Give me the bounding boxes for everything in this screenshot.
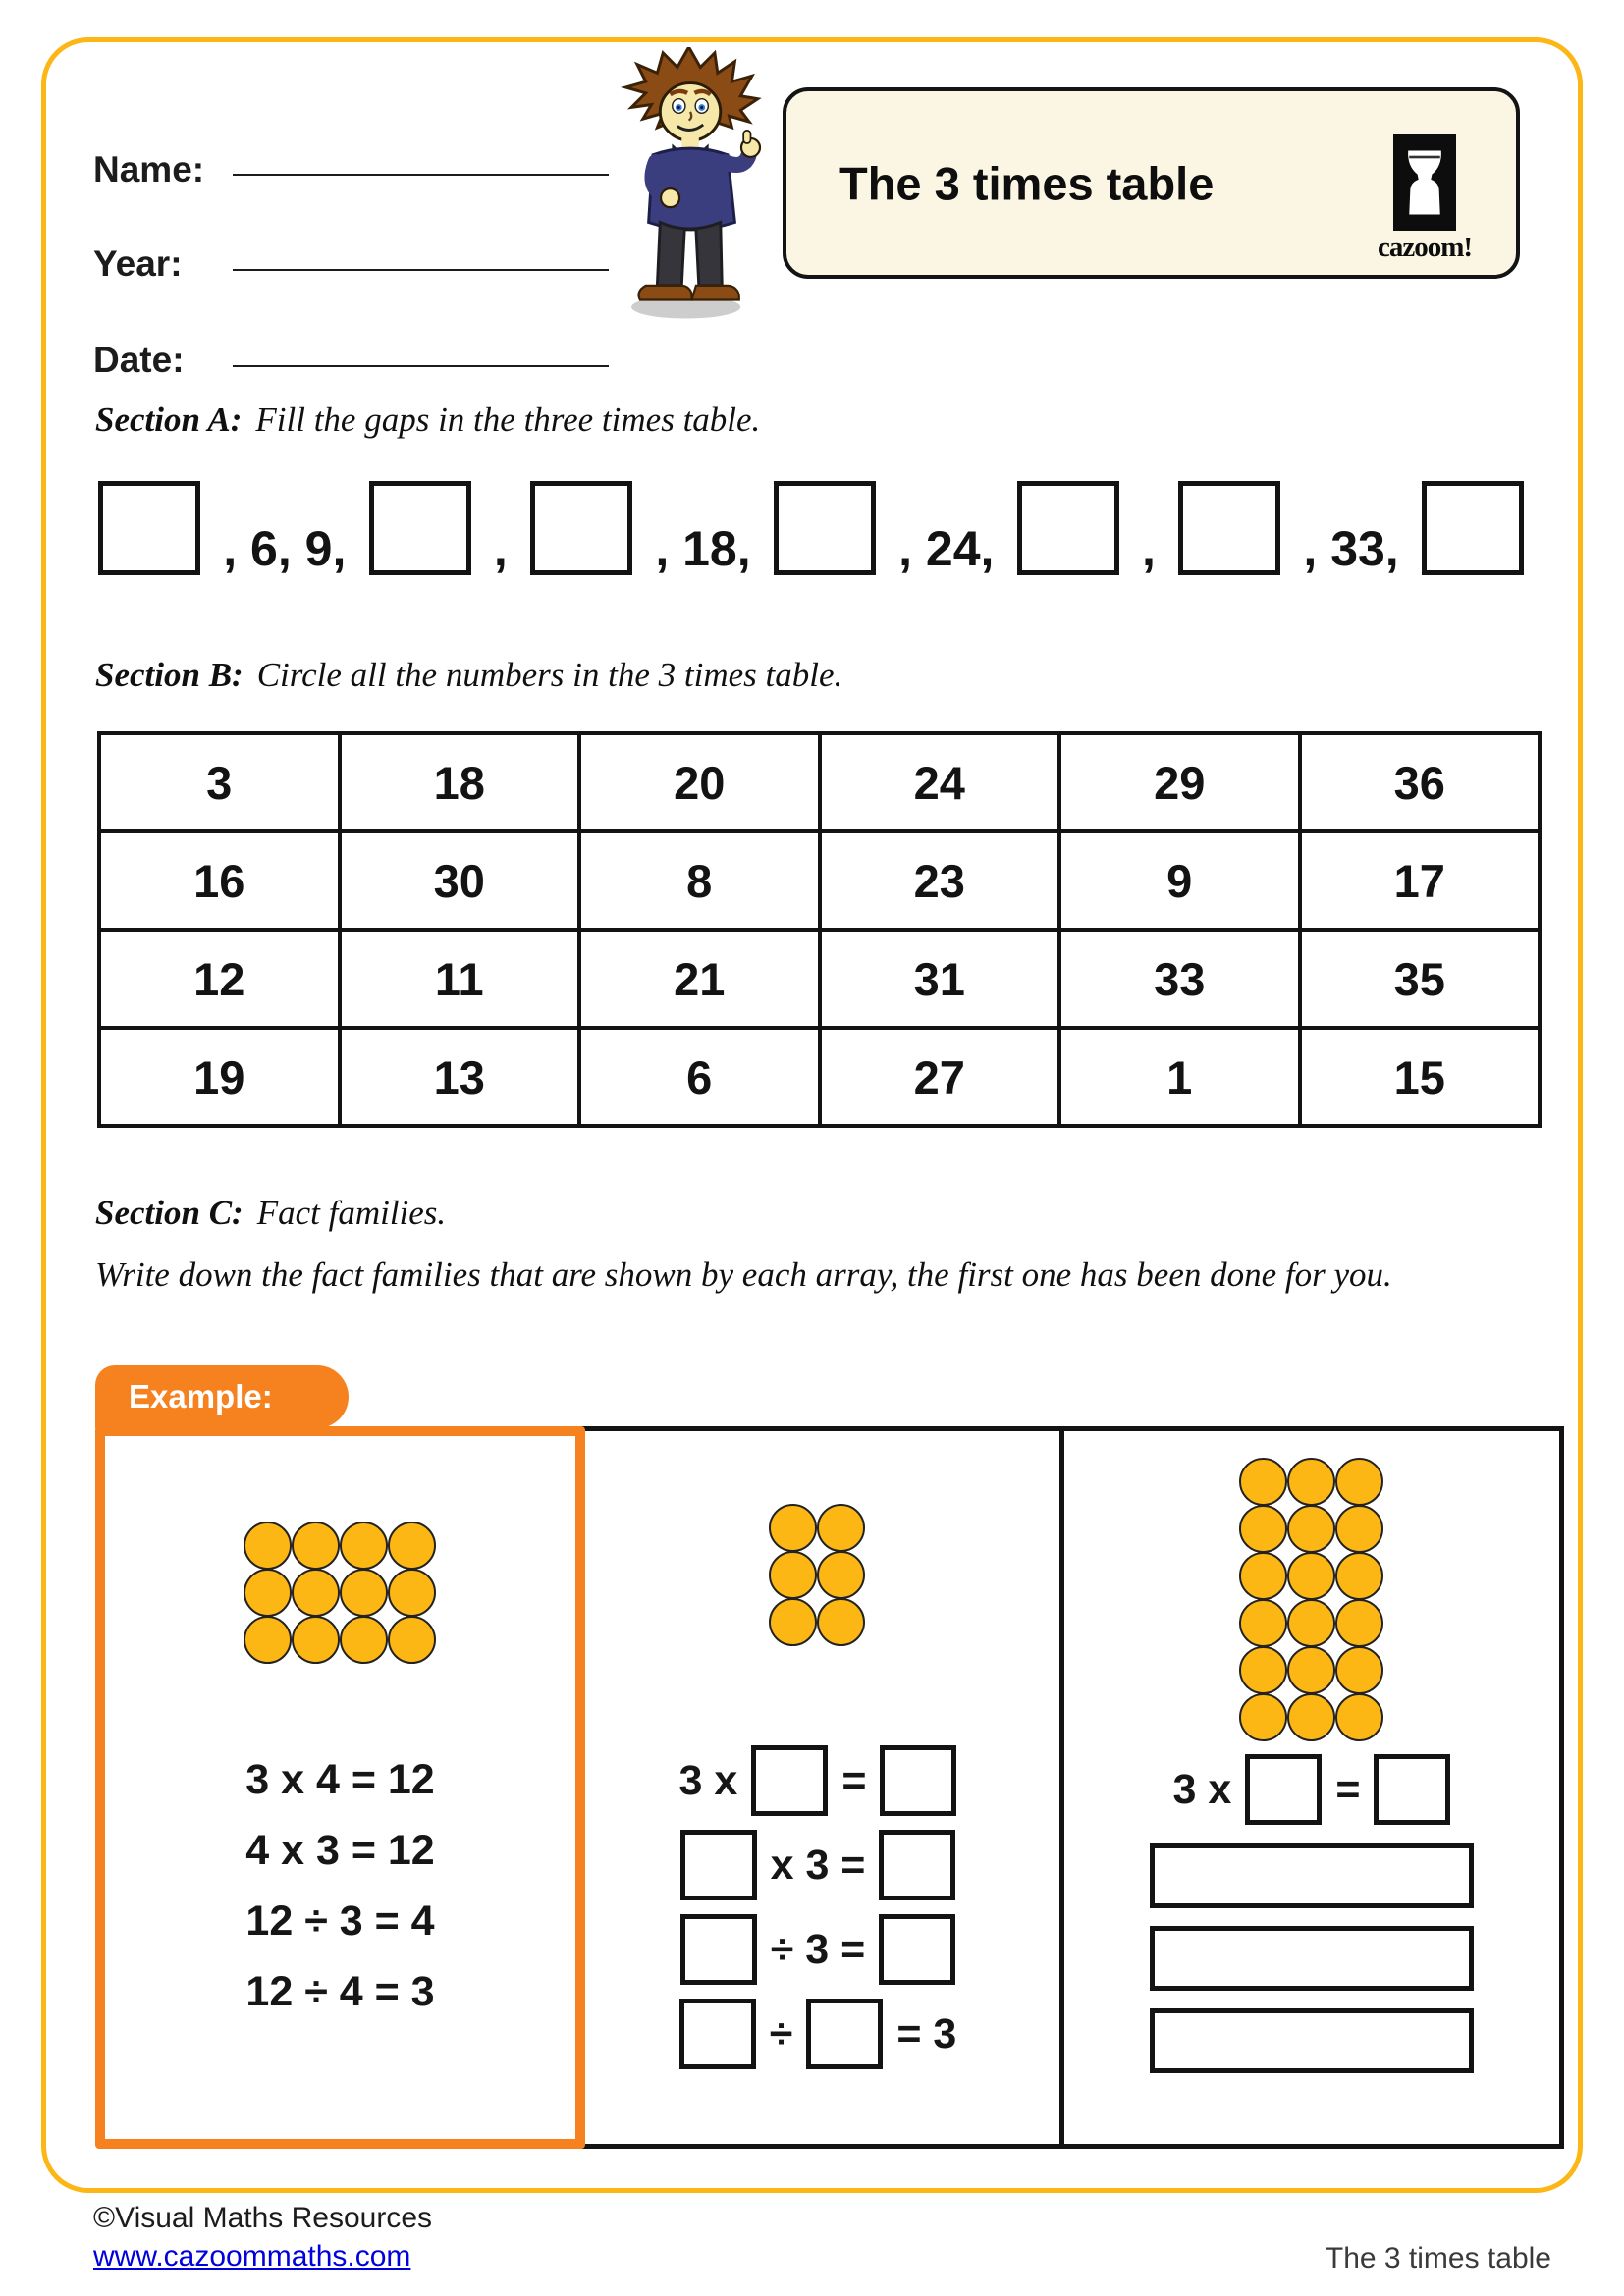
section-a-instruction: Fill the gaps in the three times table.	[255, 400, 761, 439]
array-dot	[769, 1598, 817, 1646]
answer-box	[880, 1745, 956, 1816]
name-input-line	[233, 174, 609, 176]
number-grid-cell: 11	[340, 930, 580, 1028]
array-dot	[1335, 1552, 1383, 1600]
equation-row	[576, 1829, 1059, 1901]
answer-box	[680, 1830, 757, 1900]
equation-text: ÷ 3 =	[770, 1925, 866, 1973]
array-dot	[340, 1569, 388, 1617]
cazoom-logo	[1361, 134, 1489, 264]
mascot-boy-illustration	[601, 47, 783, 320]
number-grid-cell: 16	[99, 831, 340, 930]
number-grid	[97, 731, 1542, 1128]
example-equation: 4 x 3 = 12	[245, 1827, 435, 1874]
answer-line-box	[1150, 1843, 1474, 1908]
equation-row	[1064, 1753, 1559, 1826]
number-grid-cell: 12	[99, 930, 340, 1028]
answer-box	[751, 1745, 828, 1816]
answer-box	[369, 481, 471, 575]
answer-box	[679, 1999, 756, 2069]
dot-array-example	[105, 1522, 575, 1664]
example-equation: 12 ÷ 3 = 4	[245, 1897, 435, 1945]
array-dot	[1335, 1458, 1383, 1506]
array-dot	[817, 1551, 865, 1599]
answer-box	[879, 1914, 955, 1985]
title-box	[783, 87, 1520, 279]
number-grid-cell: 23	[820, 831, 1060, 930]
array-dot	[1239, 1693, 1287, 1741]
array-dot	[388, 1616, 436, 1664]
number-grid-row	[99, 733, 1540, 831]
number-grid-cell: 1	[1059, 1028, 1300, 1126]
times-table-sequence	[98, 481, 1524, 575]
number-grid-row	[99, 930, 1540, 1028]
array-dot	[1335, 1693, 1383, 1741]
footer-worksheet-name: The 3 times table	[1325, 2242, 1551, 2274]
number-grid-cell: 15	[1300, 1028, 1541, 1126]
number-grid-cell: 20	[579, 733, 820, 831]
answer-box	[1178, 481, 1280, 575]
array-dot	[1287, 1599, 1335, 1647]
number-grid-cell: 27	[820, 1028, 1060, 1126]
array-dot	[292, 1522, 340, 1570]
answer-line-box	[1150, 1926, 1474, 1991]
year-label: Year:	[93, 243, 183, 284]
array-dot	[1335, 1505, 1383, 1553]
number-grid-cell: 29	[1059, 733, 1300, 831]
array-dot	[1239, 1552, 1287, 1600]
number-grid-cell: 17	[1300, 831, 1541, 930]
section-b-heading	[95, 656, 842, 695]
equation-row	[576, 1998, 1059, 2070]
section-c-instruction: Fact families.	[256, 1194, 447, 1232]
fact-family-panels	[571, 1426, 1564, 2149]
array-dot	[1239, 1458, 1287, 1506]
array-dot	[1287, 1505, 1335, 1553]
dot-array-2	[576, 1505, 1059, 1646]
number-grid-cell: 35	[1300, 930, 1541, 1028]
array-dot	[340, 1522, 388, 1570]
array-dot	[1239, 1646, 1287, 1694]
example-tab	[95, 1365, 349, 1428]
number-grid-row	[99, 1028, 1540, 1126]
example-equation: 3 x 4 = 12	[245, 1756, 435, 1803]
array-dot	[1287, 1552, 1335, 1600]
sequence-text: , 6, 9,	[223, 521, 347, 576]
array-dot	[817, 1504, 865, 1552]
worksheet-title: The 3 times table	[839, 157, 1215, 209]
number-grid-cell: 24	[820, 733, 1060, 831]
section-c-description: Write down the fact families that are shown by each array, the first one has been done for you.	[95, 1255, 1392, 1294]
date-input-line	[233, 365, 609, 367]
equation-text: =	[841, 1756, 867, 1804]
number-grid-cell: 6	[579, 1028, 820, 1126]
array-dot	[244, 1569, 292, 1617]
equation-text: =	[1335, 1765, 1361, 1813]
array-dot	[817, 1598, 865, 1646]
fact-panel-2	[576, 1431, 1059, 2144]
number-grid-cell: 33	[1059, 930, 1300, 1028]
section-a-label: Section A:	[95, 400, 243, 439]
fact-panel-3	[1059, 1431, 1559, 2144]
equation-text: = 3	[896, 2009, 957, 2057]
answer-box	[530, 481, 632, 575]
array-dot	[1335, 1599, 1383, 1647]
number-grid-cell: 21	[579, 930, 820, 1028]
array-dot	[388, 1569, 436, 1617]
number-grid-cell: 8	[579, 831, 820, 930]
number-grid-cell: 13	[340, 1028, 580, 1126]
number-grid-cell: 3	[99, 733, 340, 831]
array-dot	[769, 1551, 817, 1599]
answer-box	[98, 481, 200, 575]
number-grid-cell: 19	[99, 1028, 340, 1126]
array-dot	[292, 1616, 340, 1664]
year-input-line	[233, 269, 609, 271]
fact-panel-2-equations	[576, 1744, 1059, 2070]
sequence-text: , 24,	[898, 521, 995, 576]
example-equation: 12 ÷ 4 = 3	[245, 1968, 435, 2015]
array-dot	[292, 1569, 340, 1617]
equation-text: ÷	[769, 2009, 793, 2057]
cazoom-wordmark: cazoom!	[1377, 232, 1473, 263]
array-dot	[340, 1616, 388, 1664]
answer-box	[879, 1830, 955, 1900]
name-label: Name:	[93, 149, 205, 189]
example-panel	[95, 1426, 585, 2149]
array-dot	[1287, 1458, 1335, 1506]
answer-box	[1374, 1754, 1450, 1825]
array-dot	[1287, 1646, 1335, 1694]
answer-box	[1017, 481, 1119, 575]
example-equations	[105, 1756, 575, 2016]
equation-text: 3 x	[678, 1756, 738, 1804]
cazoommaths-link[interactable]: www.cazoommaths.com	[93, 2240, 411, 2272]
answer-box	[774, 481, 876, 575]
answer-box	[680, 1914, 757, 1985]
sequence-text: , 33,	[1303, 521, 1399, 576]
array-dot	[1335, 1646, 1383, 1694]
sequence-text: ,	[1141, 521, 1156, 576]
number-grid-cell: 9	[1059, 831, 1300, 930]
number-grid-cell: 18	[340, 733, 580, 831]
answer-box	[806, 1999, 883, 2069]
dot-array-3	[1064, 1459, 1559, 1741]
number-grid-row	[99, 831, 1540, 930]
answer-line-box	[1150, 2008, 1474, 2073]
answer-box	[1422, 481, 1524, 575]
number-grid-cell: 31	[820, 930, 1060, 1028]
equation-text: x 3 =	[770, 1841, 866, 1889]
array-dot	[244, 1616, 292, 1664]
section-b-label: Section B:	[95, 656, 244, 694]
array-dot	[1239, 1599, 1287, 1647]
number-grid-cell: 36	[1300, 733, 1541, 831]
sequence-text: ,	[493, 521, 508, 576]
section-a-heading	[95, 400, 760, 440]
cazoom-drum-icon	[1393, 134, 1456, 231]
answer-box	[1245, 1754, 1322, 1825]
section-c-heading	[95, 1194, 446, 1233]
array-dot	[388, 1522, 436, 1570]
equation-row	[576, 1913, 1059, 1986]
array-dot	[1239, 1505, 1287, 1553]
section-c-label: Section C:	[95, 1194, 244, 1232]
section-b-instruction: Circle all the numbers in the 3 times table.	[256, 656, 843, 694]
array-dot	[244, 1522, 292, 1570]
number-grid-cell: 30	[340, 831, 580, 930]
date-label: Date:	[93, 340, 185, 380]
equation-text: 3 x	[1172, 1765, 1232, 1813]
sequence-text: , 18,	[655, 521, 751, 576]
equation-row	[576, 1744, 1059, 1817]
array-dot	[1287, 1693, 1335, 1741]
example-tab-label: Example:	[129, 1378, 273, 1415]
array-dot	[769, 1504, 817, 1552]
copyright-text: ©Visual Maths Resources	[93, 2202, 433, 2234]
